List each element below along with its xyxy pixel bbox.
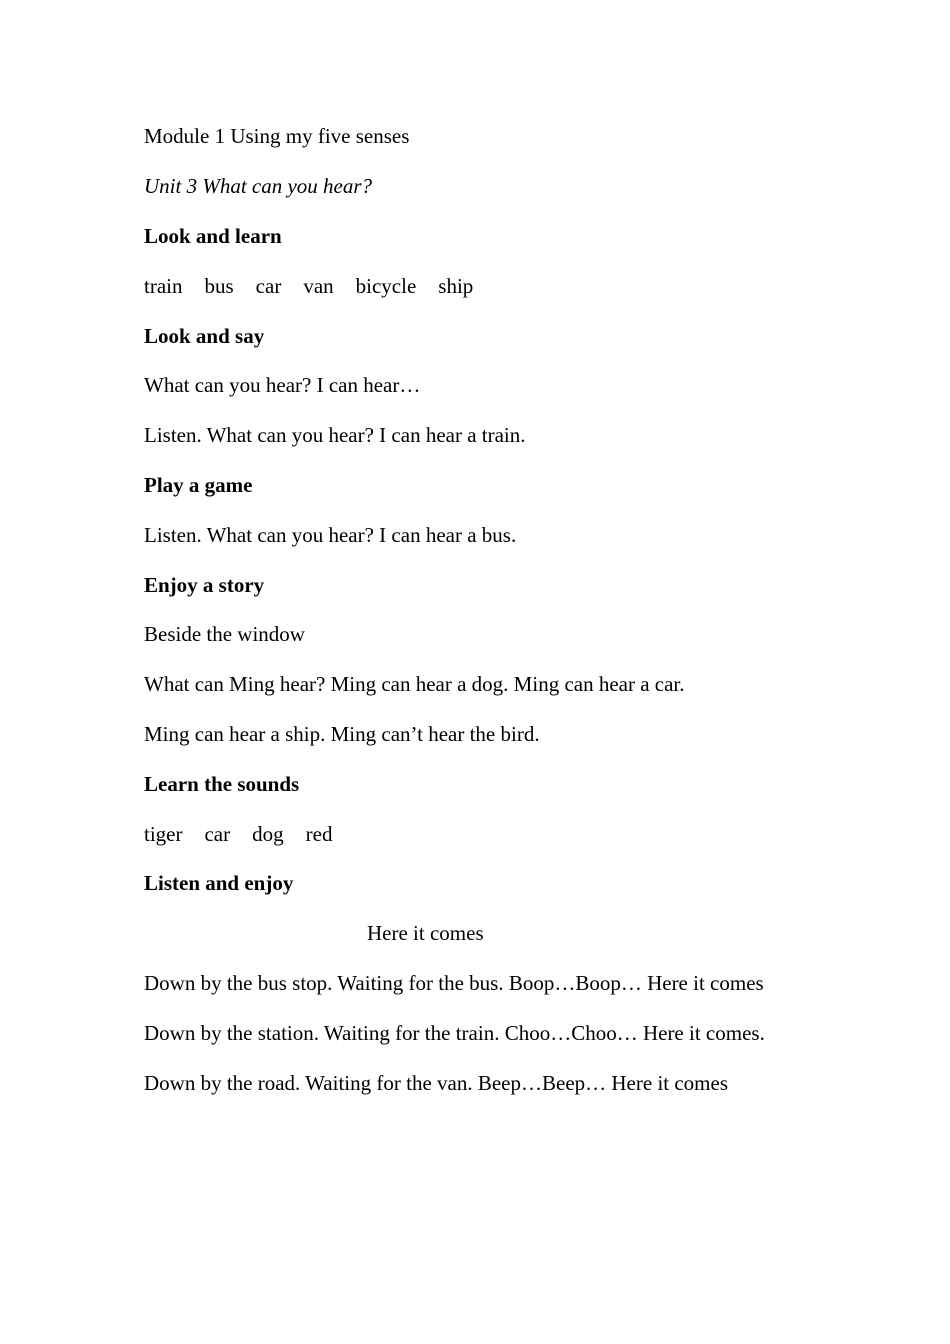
module-title: Module 1 Using my five senses (144, 124, 410, 148)
sound-word: red (305, 822, 333, 846)
heading-listen-and-enjoy: Listen and enjoy (144, 871, 294, 895)
vocab-word: ship (438, 274, 474, 298)
heading-look-and-say: Look and say (144, 324, 265, 348)
song-title: Here it comes (367, 921, 484, 945)
heading-play-a-game: Play a game (144, 473, 253, 497)
song-line: Down by the station. Waiting for the train. Choo…Choo… Here it comes. (144, 1021, 765, 1045)
vocab-word: train (144, 274, 183, 298)
vocab-word: car (255, 274, 282, 298)
text-line: Listen. What can you hear? I can hear a bus. (144, 523, 517, 547)
sound-word: tiger (144, 822, 183, 846)
heading-learn-the-sounds: Learn the sounds (144, 772, 300, 796)
text-line: Listen. What can you hear? I can hear a train. (144, 423, 526, 447)
vocab-word: bicycle (355, 274, 417, 298)
unit-title: Unit 3 What can you hear? (144, 174, 373, 198)
text-line: What can Ming hear? Ming can hear a dog. Ming can hear a car. (144, 672, 685, 696)
vocab-word: bus (204, 274, 234, 298)
song-line: Down by the bus stop. Waiting for the bus. Boop…Boop… Here it comes (144, 971, 764, 995)
sound-word: dog (252, 822, 284, 846)
sound-word: car (204, 822, 231, 846)
vocabulary-list (144, 273, 473, 299)
heading-look-and-learn: Look and learn (144, 224, 282, 248)
text-line: Ming can hear a ship. Ming can’t hear the bird. (144, 722, 540, 746)
text-line: What can you hear? I can hear… (144, 373, 421, 397)
story-title: Beside the window (144, 622, 305, 646)
vocab-word: van (303, 274, 334, 298)
sounds-word-list (144, 821, 332, 847)
song-line: Down by the road. Waiting for the van. Beep…Beep… Here it comes (144, 1071, 729, 1095)
heading-enjoy-a-story: Enjoy a story (144, 573, 265, 597)
